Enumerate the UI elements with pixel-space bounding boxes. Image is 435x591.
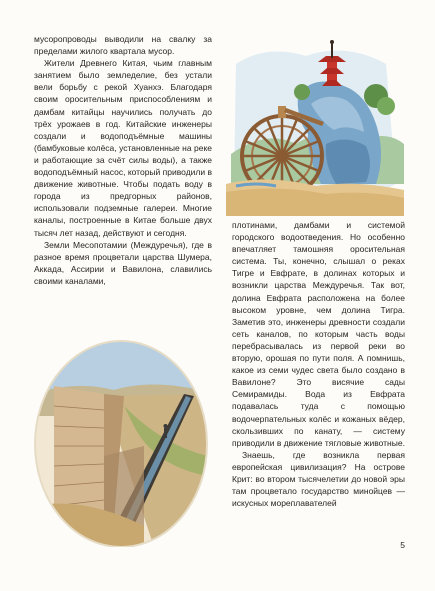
right-text-column: [232, 219, 405, 509]
paragraph: плотинами, дамбами и системой городского водоотведения. Но особенно впечатляет тамошняя оросительная система. Ты, конечно, слышал о реках Тигре и Евфрате, в долинах которых и возникли царства Междуречья. Так вот, долина Евфрата расположена на более высоком уровне, чем долина Тигра. Заметив это, инженеры древности создали сеть каналов, по которым часть воды перебрасывалась из первой реки во вторую, орошая по пути поля. А помнишь, какое из семи чудес света было создано в Вавилоне? Это висячие сады Семирамиды. Вода из Евфрата подавалась туда с помощью водочерпательных колёс и кожаных вёдер, скользивших по канату, — систему приводили в движение тягловые животные.: [232, 220, 405, 448]
paragraph: Жители Древнего Китая, чьим главным занятием было земледелие, без устали вели борьбу с рекой Хуанхэ. Благодаря своим оросительным приспособлениям и дамбам китайцы научились получать до трёх урожаев в год. Китайские инженеры создали и водоподъёмные машины (бамбуковые колёса, установленные на реке и работающие за счёт силы воды), а также водоподъёмный насос, который приводили в движение животные. Чтобы подать воду в города из предгорных районов, использовали подземные галереи. Многие каналы, построенные в Китае больше двух тысяч лет назад, действуют и сегодня.: [34, 58, 212, 238]
paragraph: Земли Месопотамии (Междуречья), где в разное время процветали царства Шумера, Аккада, Ассирии и Вавилона, славились своими каналами,: [34, 239, 212, 286]
paragraph: мусоропроводы выводили на свалку за пределами жилого квартала мусор.: [34, 34, 212, 57]
paragraph: Знаешь, где возникла первая европейская цивилизация? На острове Крит: во втором тысячелетии до новой эры там процветало государство минойцев — искусных мореплавателей: [232, 449, 405, 509]
page-number: 5: [400, 540, 405, 550]
mesopotamia-canal-illustration: [34, 336, 208, 547]
left-text-column: [34, 33, 212, 287]
chinese-water-wheel-illustration: [226, 34, 404, 216]
